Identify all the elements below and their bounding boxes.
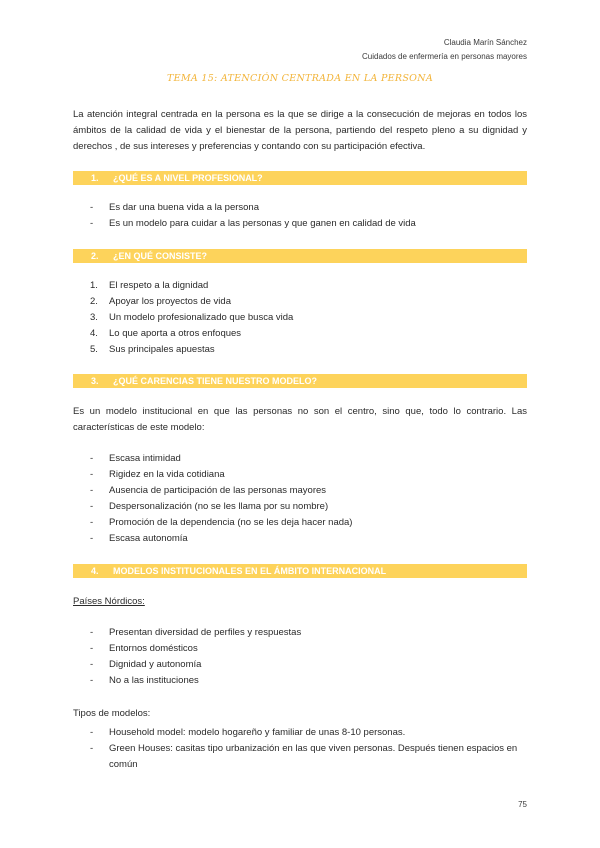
page-title: TEMA 15: ATENCIÓN CENTRADA EN LA PERSONA (166, 73, 434, 84)
list-item: 4. Lo que aporta a otros enfoques (90, 328, 242, 339)
types-list (90, 725, 527, 773)
types-label: Tipos de modelos: (73, 708, 151, 719)
list-item: - Escasa intimidad (90, 453, 181, 464)
section-heading-1 (73, 171, 527, 185)
section-3-paragraph: Es un modelo institucional en que las personas no son el centro, sino que, todo lo contrario. Las características de este modelo: (73, 406, 527, 433)
section-2-list (90, 278, 293, 358)
list-item: 2. Apoyar los proyectos de vida (90, 296, 231, 307)
list-item: - Rigidez en la vida cotidiana (90, 469, 225, 480)
list-item: - Despersonalización (no se les llama por su nombre) (90, 501, 329, 512)
section-title: ¿QUÉ ES A NIVEL PROFESIONAL? (113, 173, 263, 183)
page-number: 75 (518, 800, 527, 809)
section-3-list (90, 451, 352, 547)
intro-paragraph: La atención integral centrada en la persona es la que se dirige a la consecución de mejoras en todos los ámbitos de la calidad de vida y el bienestar de la persona, partiendo del respeto pleno a su dignidad y derechos , de sus intereses y preferencias y contando con su participación efectiva. (73, 109, 527, 152)
list-item: - Dignidad y autonomía (90, 659, 202, 670)
section-heading-2 (73, 249, 527, 263)
header-author: Claudia Marín Sánchez (443, 38, 527, 47)
header-course: Cuidados de enfermería en personas mayores (362, 52, 527, 61)
list-item: - Es un modelo para cuidar a las personas y que ganen en calidad de vida (90, 216, 416, 232)
bullet-dash: - (90, 218, 94, 229)
list-item: - Ausencia de participación de las personas mayores (90, 485, 327, 496)
list-item: - Escasa autonomía (90, 533, 188, 544)
list-item: - Entornos domésticos (90, 643, 198, 654)
list-item: - Green Houses: casitas tipo urbanización en las que viven personas. Después tienen espacios en común (90, 743, 518, 770)
list-item: 5. Sus principales apuestas (90, 344, 215, 355)
list-item: 1. El respeto a la dignidad (90, 280, 209, 291)
section-number: 4. (91, 566, 99, 576)
section-title: MODELOS INSTITUCIONALES EN EL ÁMBITO INTERNACIONAL (113, 566, 387, 576)
section-heading-3 (73, 374, 527, 388)
section-number: 2. (91, 251, 99, 261)
list-item: - Promoción de la dependencia (no se les deja hacer nada) (90, 517, 353, 528)
section-heading-4 (73, 564, 527, 578)
list-item: - No a las instituciones (90, 675, 199, 686)
subheading-nordic: Países Nórdicos: (73, 596, 145, 607)
list-item: - Household model: modelo hogareño y familiar de unas 8-10 personas. (90, 727, 406, 738)
list-item: - Presentan diversidad de perfiles y respuestas (90, 627, 302, 638)
section-title: ¿EN QUÉ CONSISTE? (113, 251, 208, 261)
section-4-list (90, 625, 301, 689)
section-number: 1. (91, 173, 99, 183)
section-number: 3. (91, 376, 99, 386)
list-item: 3. Un modelo profesionalizado que busca vida (90, 312, 294, 323)
bullet-dash: - (90, 202, 94, 213)
section-title: ¿QUÉ CARENCIAS TIENE NUESTRO MODELO? (113, 376, 318, 386)
list-item: - Es dar una buena vida a la persona (90, 200, 416, 216)
section-1-list (90, 200, 416, 232)
